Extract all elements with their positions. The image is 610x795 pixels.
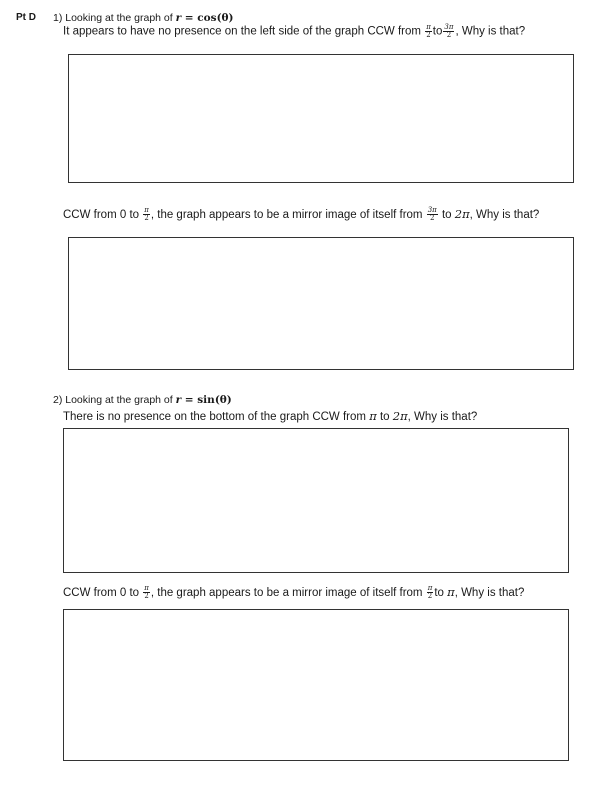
- q1-header-text: 1) Looking at the graph of: [53, 12, 173, 24]
- q2-header: [53, 394, 232, 406]
- q1a-answer-box[interactable]: [68, 54, 574, 183]
- q1-header: [53, 12, 234, 24]
- q1b-frac-start: $\frac{\pi}{2}$: [144, 206, 149, 223]
- q1b-prompt: CCW from 0 to $\frac{\pi}{2}$ , the graph appears to be a mirror image of itself from $\frac{3\pi}{2}$ to 2π, Why is that?: [63, 206, 540, 223]
- q1-equation: r = cos(θ): [175, 12, 234, 24]
- q1b-frac-end: $\frac{3\pi}{2}$: [427, 206, 437, 223]
- q2a-prompt: There is no presence on the bottom of the graph CCW from π to 2π, Why is that?: [63, 409, 478, 423]
- q2b-frac-start: $\frac{\pi}{2}$: [144, 584, 149, 601]
- q2b-answer-box[interactable]: [63, 609, 569, 761]
- q2-header-text: 2) Looking at the graph of: [53, 394, 173, 406]
- q1a-frac-start: $\frac{\pi}{2}$: [426, 23, 431, 39]
- q1a-frac-end: $\frac{3\pi}{2}$: [444, 23, 454, 39]
- q2b-prompt: CCW from 0 to $\frac{\pi}{2}$ , the graph appears to be a mirror image of itself from $\frac{\pi}{2}$ to π, Why is that?: [63, 584, 525, 601]
- q1a-prompt: It appears to have no presence on the left side of the graph CCW from $\frac{\pi}{2}$ to $\frac{3\pi}{2}$ , Why is that?: [63, 23, 526, 39]
- part-label: Pt D: [16, 12, 36, 23]
- q2-equation: r = sin(θ): [175, 394, 232, 406]
- q2a-answer-box[interactable]: [63, 428, 569, 573]
- q2b-frac-end: $\frac{\pi}{2}$: [427, 584, 433, 601]
- q1b-answer-box[interactable]: [68, 237, 574, 370]
